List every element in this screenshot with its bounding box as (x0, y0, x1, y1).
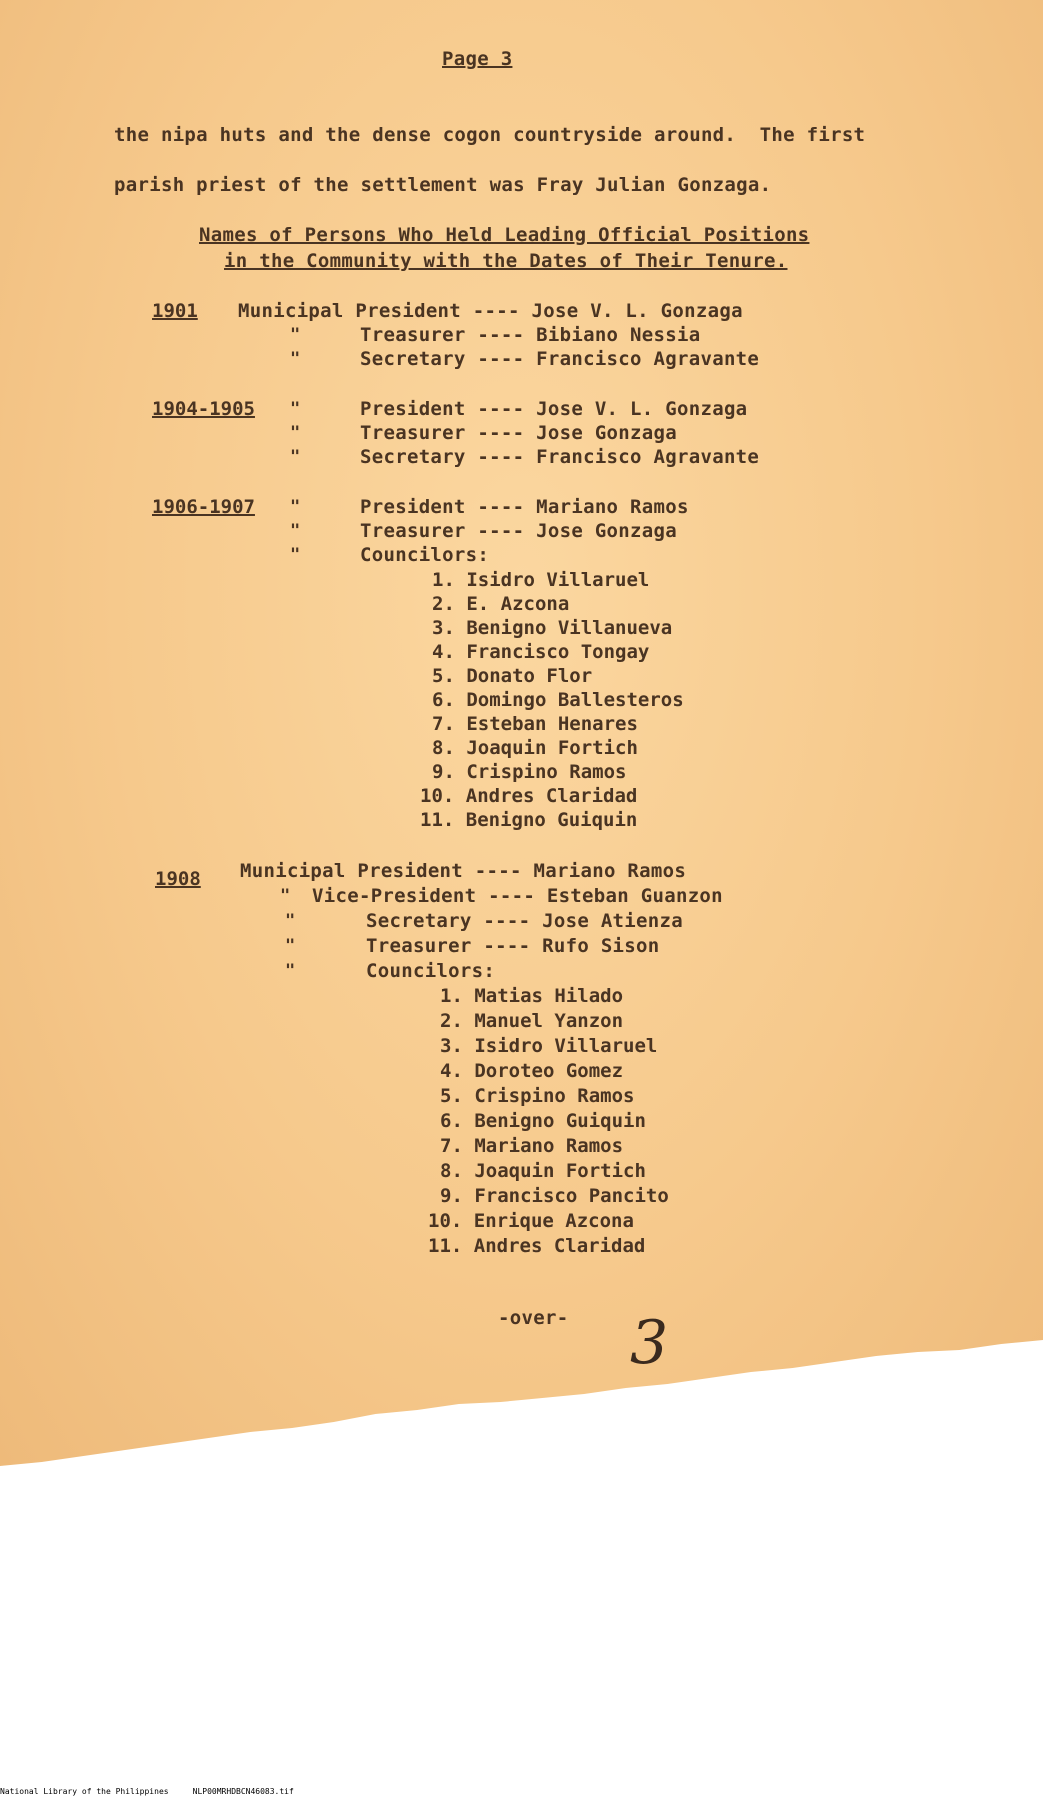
handwritten-page-number: 3 (630, 1308, 669, 1378)
councilor-item: 2. Manuel Yanzon (440, 1010, 624, 1032)
ditto-mark: " (290, 325, 301, 345)
year-1906-1907: 1906-1907 (152, 496, 255, 518)
role-row: Municipal President ---- Mariano Ramos (240, 860, 687, 882)
councilor-item: 9. Crispino Ramos (432, 761, 627, 783)
role-row: Secretary ---- Francisco Agravante (360, 446, 760, 468)
councilor-item: 10. Enrique Azcona (428, 1210, 634, 1232)
role-row: President ---- Jose V. L. Gonzaga (360, 398, 748, 420)
councilor-item: 2. E. Azcona (432, 593, 570, 615)
role-row: Treasurer ---- Jose Gonzaga (360, 422, 677, 444)
ditto-mark: " (290, 349, 301, 369)
role-row: Vice-President ---- Esteban Guanzon (312, 885, 723, 907)
year-1908: 1908 (155, 868, 201, 890)
role-row: Treasurer ---- Rufo Sison (366, 935, 660, 957)
ditto-mark: " (290, 447, 301, 467)
ditto-mark: " (290, 521, 301, 541)
archive-footer: National Library of the Philippines NLP00MRHDBCN46083.tif (0, 1787, 294, 1796)
councilor-item: 3. Isidro Villaruel (440, 1035, 658, 1057)
role-row: President ---- Mariano Ramos (360, 496, 689, 518)
role-row: Secretary ---- Francisco Agravante (360, 348, 760, 370)
councilor-item: 5. Crispino Ramos (440, 1085, 635, 1107)
role-row: Municipal President ---- Jose V. L. Gonzaga (238, 300, 743, 322)
heading-line-2: in the Community with the Dates of Their Tenure. (224, 250, 788, 272)
heading-line-1: Names of Persons Who Held Leading Official Positions (199, 224, 810, 246)
intro-line-2: parish priest of the settlement was Fray Julian Gonzaga. (114, 174, 772, 196)
ditto-mark: " (285, 936, 296, 956)
councilor-item: 1. Isidro Villaruel (432, 569, 650, 591)
councilor-item: 5. Donato Flor (432, 665, 593, 687)
councilor-item: 10. Andres Claridad (420, 785, 638, 807)
ditto-mark: " (285, 911, 296, 931)
ditto-mark: " (290, 423, 301, 443)
year-1901: 1901 (152, 300, 198, 322)
ditto-mark: " (290, 497, 301, 517)
over-label: -over- (498, 1307, 569, 1329)
councilor-item: 8. Joaquin Fortich (440, 1160, 646, 1182)
councilor-item: 7. Esteban Henares (432, 713, 638, 735)
role-row: Treasurer ---- Bibiano Nessia (360, 324, 701, 346)
year-1904-1905: 1904-1905 (152, 398, 255, 420)
role-row: Treasurer ---- Jose Gonzaga (360, 520, 677, 542)
councilor-item: 6. Benigno Guiquin (440, 1110, 646, 1132)
ditto-mark: " (285, 961, 296, 981)
councilor-item: 11. Andres Claridad (428, 1235, 646, 1257)
councilors-label: Councilors: (360, 544, 490, 566)
councilor-item: 11. Benigno Guiquin (420, 809, 638, 831)
ditto-mark: " (290, 399, 301, 419)
ditto-mark: " (290, 545, 301, 565)
councilor-item: 1. Matias Hilado (440, 985, 624, 1007)
councilor-item: 6. Domingo Ballesteros (432, 689, 684, 711)
councilor-item: 4. Doroteo Gomez (440, 1060, 624, 1082)
intro-line-1: the nipa huts and the dense cogon countryside around. The first (114, 124, 866, 146)
councilor-item: 9. Francisco Pancito (440, 1185, 669, 1207)
councilor-item: 8. Joaquin Fortich (432, 737, 638, 759)
councilor-item: 3. Benigno Villanueva (432, 617, 673, 639)
page-label: Page 3 (442, 48, 513, 70)
councilors-label: Councilors: (366, 960, 496, 982)
councilor-item: 4. Francisco Tongay (432, 641, 650, 663)
role-row: Secretary ---- Jose Atienza (366, 910, 683, 932)
ditto-mark: " (280, 886, 291, 906)
councilor-item: 7. Mariano Ramos (440, 1135, 624, 1157)
